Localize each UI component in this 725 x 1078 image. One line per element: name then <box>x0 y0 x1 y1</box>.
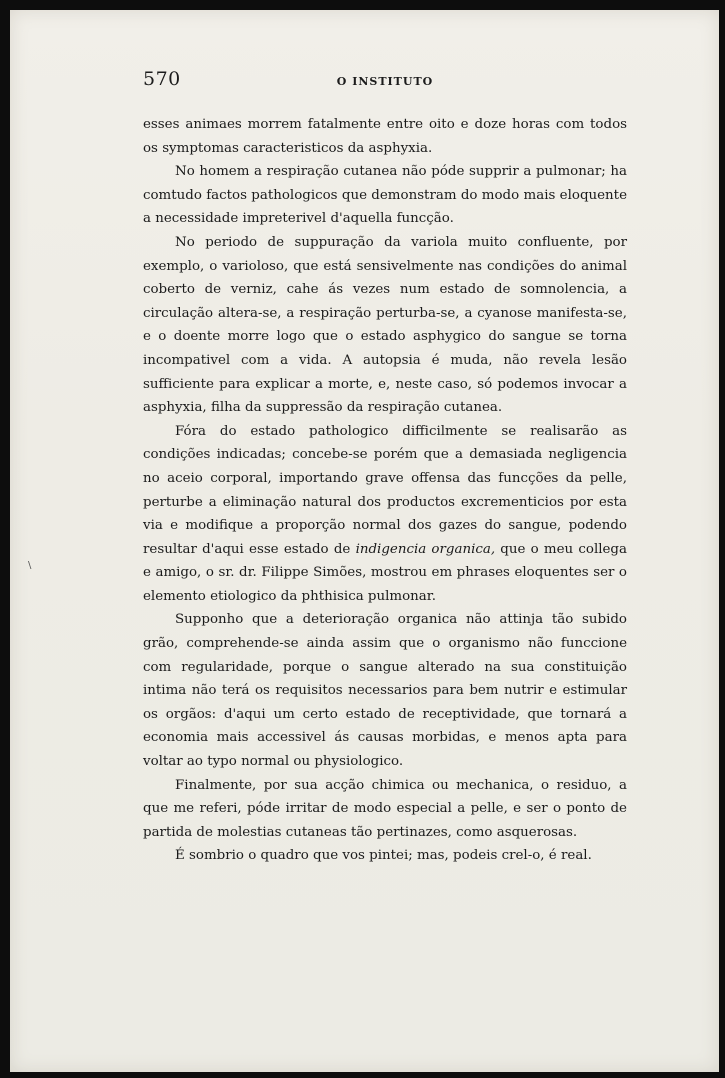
margin-mark: \ <box>28 560 32 571</box>
body-text <box>143 113 627 868</box>
paragraph-4-before: Fóra do estado pathologico difficilmente se realisarão as condições indicadas; concebe-se porém que a demasiada negligencia no aceio corporal, importando grave offensa das funcções da pelle, perturbe a eliminação natural dos productos excrementicios por esta via e modifique a proporção normal dos gazes do sangue, podendo resultar d'aqui esse estado de <box>143 423 627 557</box>
paragraph-2: No homem a respiração cutanea não póde supprir a pulmonar; ha comtudo factos pathologicos que demonstram do modo mais eloquente a necessidade impreterivel d'aquella funcção. <box>143 164 627 227</box>
paragraph-6: Finalmente, por sua acção chimica ou mechanica, o residuo, a que me referi, póde irritar de modo especial a pelle, e ser o ponto de partida de molestias cutaneas tão pertinazes, como asquerosas. <box>143 777 627 840</box>
page-number: 570 <box>143 68 181 90</box>
paragraph-4 <box>143 420 627 609</box>
paragraph-5: Supponho que a deterioração organica não attinja tão subido grão, comprehende-se ainda assim que o organismo não funccione com regularidade, porque o sangue alterado na sua constituição intima não terá os requisitos necessarios para bem nutrir e estimular os orgãos: d'aqui um certo estado de receptividade, que tornará a economia mais accessivel ás causas morbidas, e menos apta para voltar ao typo normal ou physiologico. <box>143 612 627 770</box>
paragraph-1: esses animaes morrem fatalmente entre oito e doze horas com todos os symptomas caracteristicos da asphyxia. <box>143 117 627 156</box>
paragraph-3: No periodo de suppuração da variola muito confluente, por exemplo, o varioloso, que está sensivelmente nas condições do animal coberto de verniz, cahe ás vezes num estado de somnolencia, a circulação altera-se, a respiração perturba-se, a cyanose manifesta-se, e o doente morre logo que o estado asphygico do sangue se torna incompativel com a vida. A autopsia é muda, não revela lesão sufficiente para explicar a morte, e, neste caso, só podemos invocar a asphyxia, filha da suppressão da respiração cutanea. <box>143 234 627 416</box>
page-header <box>143 68 627 98</box>
paragraph-4-emphasis: indigencia organica, <box>355 541 496 557</box>
paragraph-7: É sombrio o quadro que vos pintei; mas, podeis crel-o, é real. <box>175 848 592 864</box>
running-title: O INSTITUTO <box>336 75 434 88</box>
paragraph-4-after: que o meu collega e amigo, o sr. dr. Filippe Simões, mostrou em phrases eloquentes ser o elemento etiologico da phthisica pulmonar. <box>143 541 627 604</box>
